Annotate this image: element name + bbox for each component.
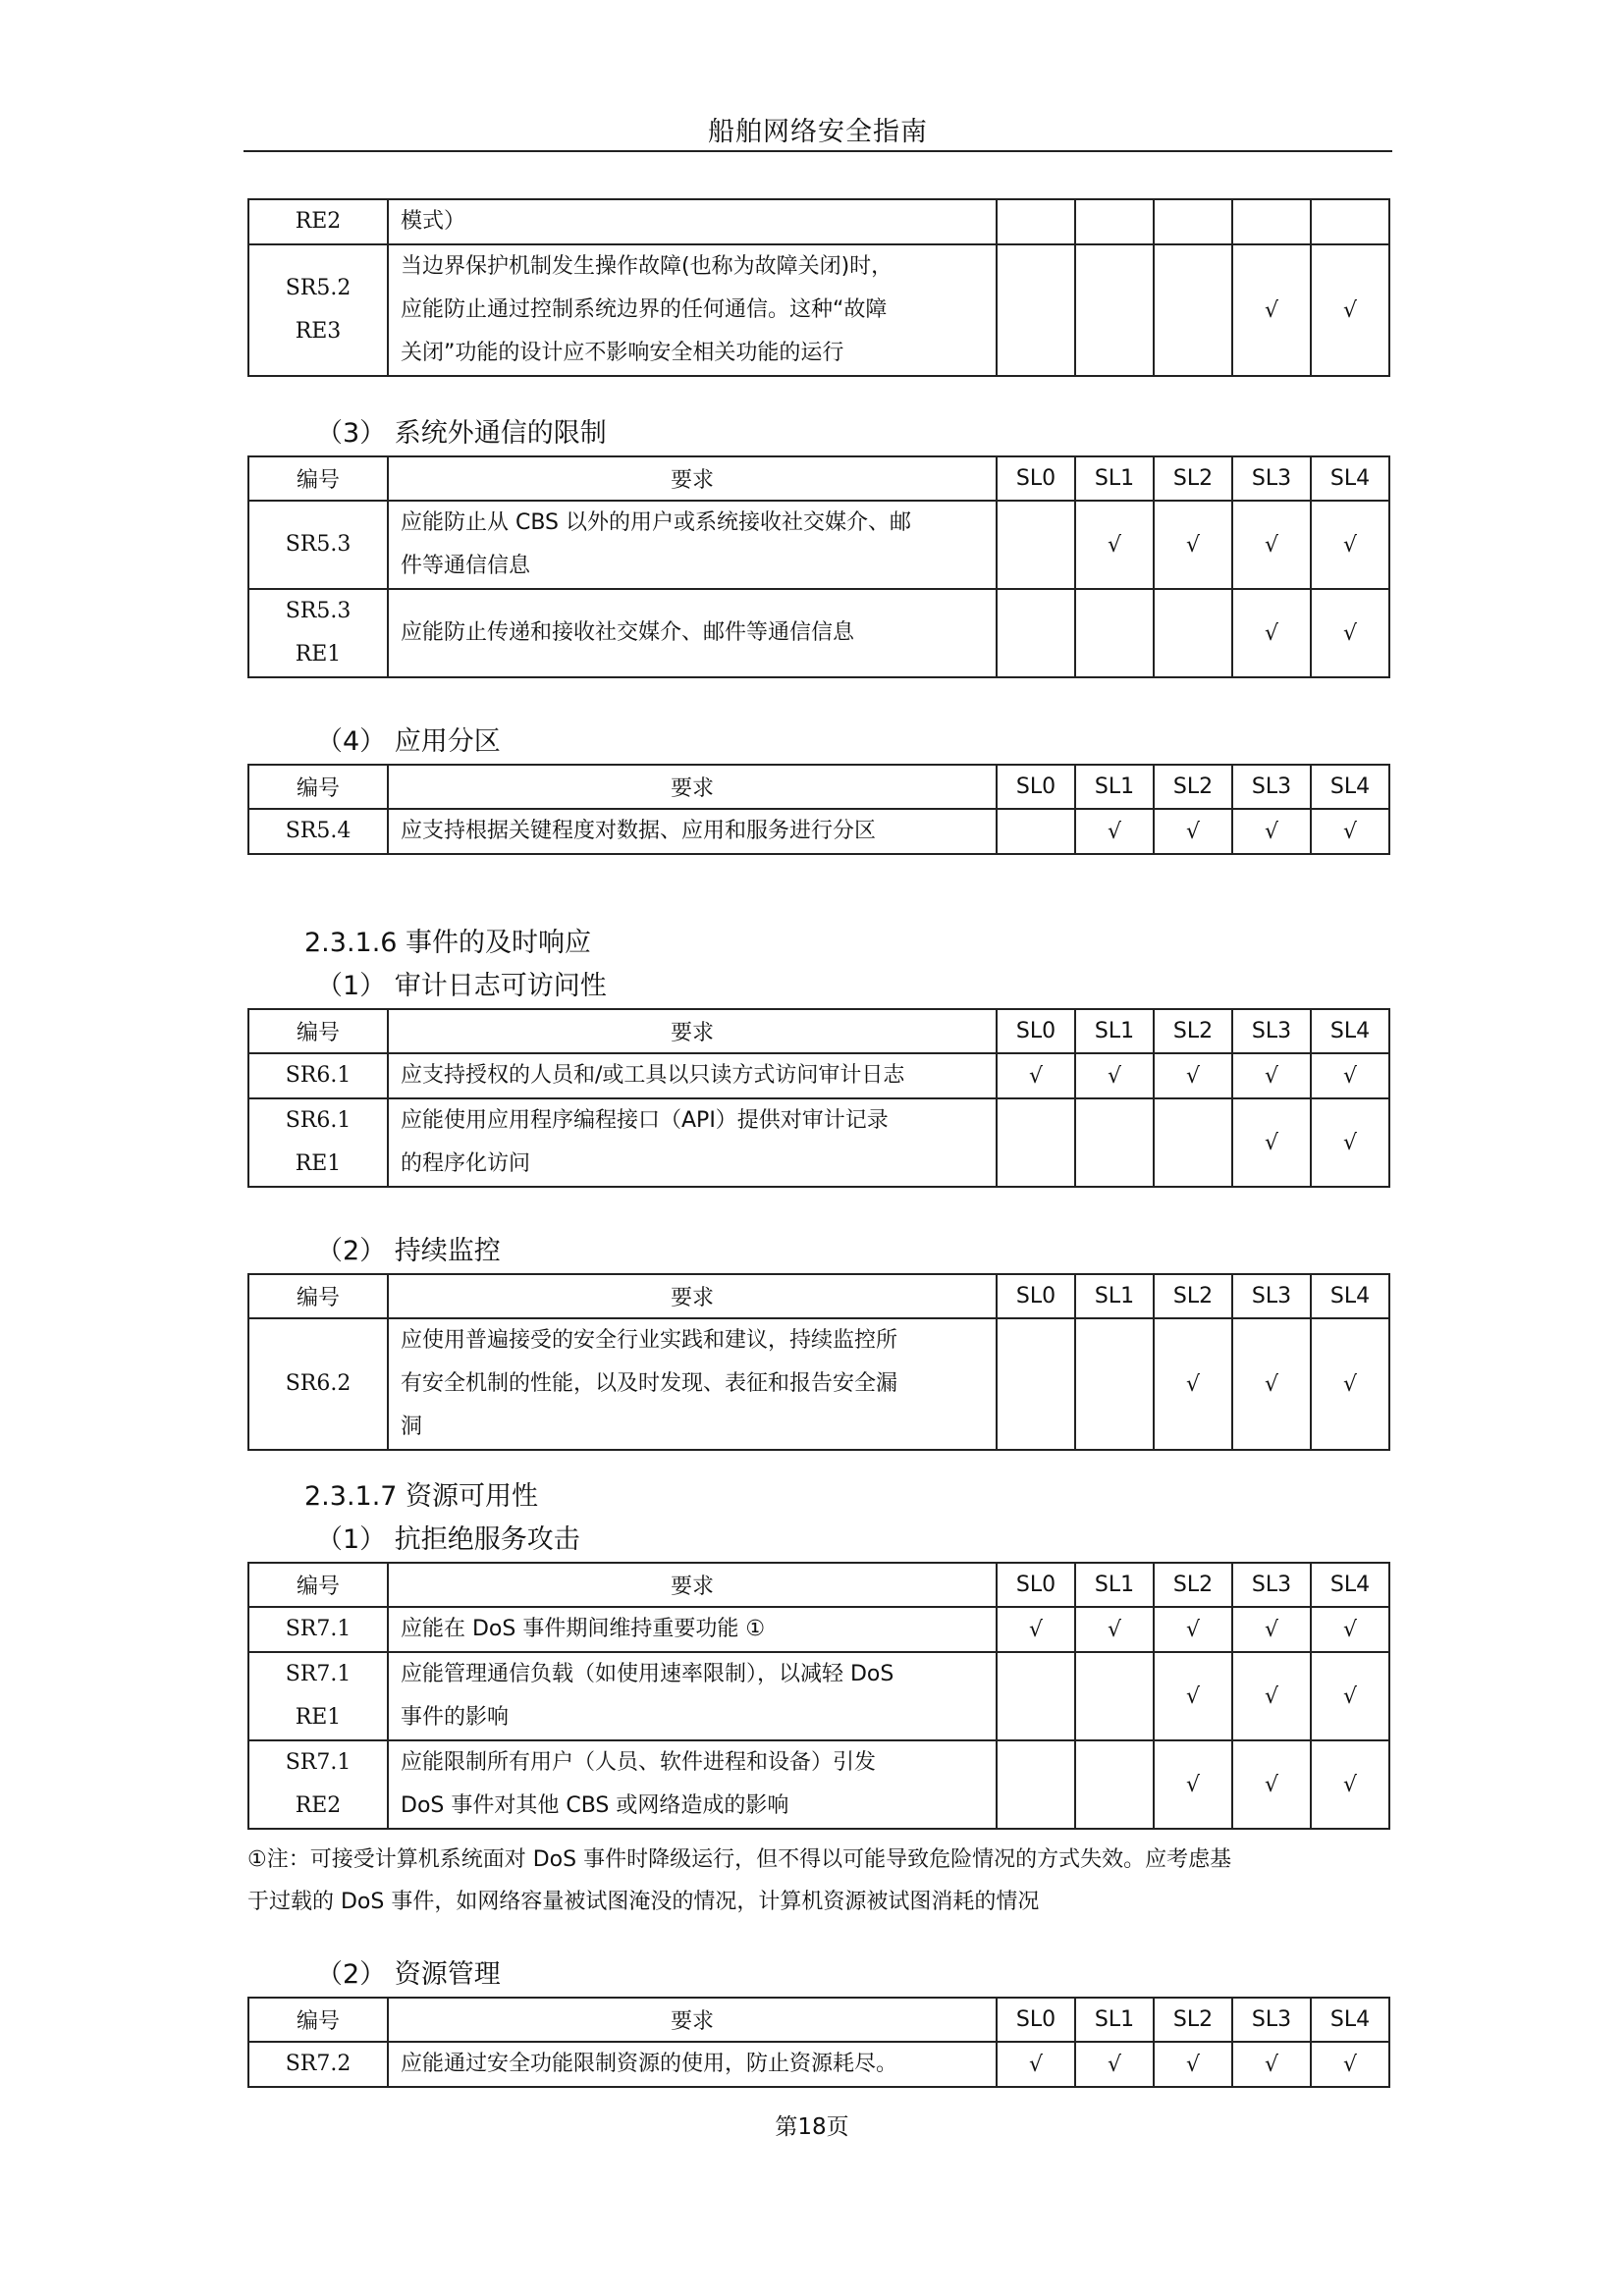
requirement-id-line: RE1 bbox=[295, 1705, 342, 1730]
table-row bbox=[248, 2042, 1389, 2087]
sl2-cell bbox=[1154, 589, 1232, 677]
column-header-sl0: SL0 bbox=[997, 1563, 1075, 1607]
requirement-text-line: 应支持授权的人员和/或工具以只读方式访问审计日志 bbox=[401, 1063, 905, 1088]
table-caption: （4） 应用分区 bbox=[316, 726, 501, 757]
column-header-sl1: SL1 bbox=[1075, 456, 1154, 501]
section-7-1 bbox=[247, 1519, 1390, 1830]
requirement-id bbox=[248, 199, 388, 244]
requirement-id-line: SR6.2 bbox=[285, 1371, 352, 1396]
column-header-sl4: SL4 bbox=[1311, 1009, 1389, 1053]
column-header-sl1: SL1 bbox=[1075, 1274, 1154, 1318]
requirement-id-line: SR6.1 bbox=[285, 1063, 352, 1088]
requirement-text-line: 有安全机制的性能，以及时发现、表征和报告安全漏 bbox=[401, 1371, 898, 1396]
column-header-sl2: SL2 bbox=[1154, 1009, 1232, 1053]
check-mark-icon: √ bbox=[1342, 1063, 1358, 1089]
requirement-id-line: SR7.1 bbox=[285, 1750, 352, 1775]
column-header-req: 要求 bbox=[388, 1274, 997, 1318]
column-header-sl2: SL2 bbox=[1154, 1998, 1232, 2042]
column-header-sl1: SL1 bbox=[1075, 1998, 1154, 2042]
requirements-table bbox=[247, 455, 1390, 678]
requirement-id-line: SR7.1 bbox=[285, 1662, 352, 1686]
sl0-cell bbox=[997, 809, 1075, 854]
requirements-table bbox=[247, 1997, 1390, 2088]
table-row bbox=[248, 1318, 1389, 1450]
requirement-text-line: 件等通信信息 bbox=[401, 554, 531, 578]
check-mark-icon: √ bbox=[1107, 532, 1122, 558]
column-header-req: 要求 bbox=[388, 1998, 997, 2042]
table-row bbox=[248, 244, 1389, 376]
check-mark-icon: √ bbox=[1342, 1617, 1358, 1642]
check-mark-icon: √ bbox=[1264, 620, 1279, 646]
table-row bbox=[248, 1053, 1389, 1098]
table-header-row bbox=[248, 765, 1389, 809]
column-header-sl3: SL3 bbox=[1232, 1998, 1311, 2042]
requirement-id bbox=[248, 244, 388, 376]
column-header-sl0: SL0 bbox=[997, 1998, 1075, 2042]
sl3-cell bbox=[1232, 1607, 1311, 1652]
requirement-id bbox=[248, 589, 388, 677]
section-heading: 2.3.1.7 资源可用性 bbox=[304, 1481, 539, 1512]
sl3-cell bbox=[1232, 1098, 1311, 1187]
check-mark-icon: √ bbox=[1185, 2052, 1201, 2077]
page-number: 第18页 bbox=[775, 2114, 849, 2140]
check-mark-icon: √ bbox=[1264, 1063, 1279, 1089]
requirement-id-line: RE1 bbox=[295, 1151, 342, 1176]
check-mark-icon: √ bbox=[1264, 1617, 1279, 1642]
table-row bbox=[248, 1098, 1389, 1187]
check-mark-icon: √ bbox=[1342, 297, 1358, 323]
requirement-id bbox=[248, 501, 388, 589]
column-header-req: 要求 bbox=[388, 1563, 997, 1607]
requirement-id bbox=[248, 1740, 388, 1829]
requirement-text bbox=[388, 199, 997, 244]
requirement-text bbox=[388, 1318, 997, 1450]
requirements-table bbox=[247, 198, 1390, 377]
requirement-id-line: SR5.3 bbox=[285, 599, 352, 623]
sl3-cell bbox=[1232, 809, 1311, 854]
sl1-cell bbox=[1075, 809, 1154, 854]
check-mark-icon: √ bbox=[1028, 2052, 1044, 2077]
check-mark-icon: √ bbox=[1342, 1130, 1358, 1155]
requirement-id-line: SR5.4 bbox=[285, 819, 352, 843]
sl4-cell bbox=[1311, 1607, 1389, 1652]
check-mark-icon: √ bbox=[1342, 1371, 1358, 1397]
sl1-cell bbox=[1075, 244, 1154, 376]
sl1-cell bbox=[1075, 1652, 1154, 1740]
requirement-text-line: 事件的影响 bbox=[401, 1705, 510, 1730]
sl3-cell bbox=[1232, 501, 1311, 589]
requirement-text bbox=[388, 2042, 997, 2087]
check-mark-icon: √ bbox=[1264, 532, 1279, 558]
sl2-cell bbox=[1154, 2042, 1232, 2087]
column-header-sl4: SL4 bbox=[1311, 456, 1389, 501]
check-mark-icon: √ bbox=[1028, 1617, 1044, 1642]
requirement-text-line: DoS 事件对其他 CBS 或网络造成的影响 bbox=[401, 1793, 789, 1818]
sl2-cell bbox=[1154, 501, 1232, 589]
requirement-id-line: RE2 bbox=[295, 1793, 342, 1818]
check-mark-icon: √ bbox=[1342, 819, 1358, 844]
sl4-cell bbox=[1311, 2042, 1389, 2087]
requirement-text-line: 洞 bbox=[401, 1415, 423, 1439]
column-header-id: 编号 bbox=[248, 1563, 388, 1607]
column-header-sl0: SL0 bbox=[997, 765, 1075, 809]
sl3-cell bbox=[1232, 2042, 1311, 2087]
table-caption: （2） 持续监控 bbox=[316, 1236, 501, 1266]
check-mark-icon: √ bbox=[1185, 819, 1201, 844]
requirement-text bbox=[388, 589, 997, 677]
requirement-id bbox=[248, 1098, 388, 1187]
column-header-sl4: SL4 bbox=[1311, 765, 1389, 809]
requirement-text-line: 应能通过安全功能限制资源的使用，防止资源耗尽。 bbox=[401, 2052, 898, 2076]
requirement-text-line: 应能限制所有用户（人员、软件进程和设备）引发 bbox=[401, 1750, 877, 1775]
check-mark-icon: √ bbox=[1264, 1683, 1279, 1709]
check-mark-icon: √ bbox=[1185, 532, 1201, 558]
sl2-cell bbox=[1154, 1098, 1232, 1187]
column-header-id: 编号 bbox=[248, 456, 388, 501]
sl4-cell bbox=[1311, 1098, 1389, 1187]
column-header-sl0: SL0 bbox=[997, 1009, 1075, 1053]
column-header-sl2: SL2 bbox=[1154, 456, 1232, 501]
sl0-cell bbox=[997, 199, 1075, 244]
requirement-text-line: 应能防止通过控制系统边界的任何通信。这种“故障 bbox=[401, 297, 888, 322]
sl3-cell bbox=[1232, 1318, 1311, 1450]
header-rule bbox=[244, 150, 1392, 152]
table-header-row bbox=[248, 1563, 1389, 1607]
table-header-row bbox=[248, 1274, 1389, 1318]
column-header-sl4: SL4 bbox=[1311, 1563, 1389, 1607]
table-caption: （3） 系统外通信的限制 bbox=[316, 418, 607, 449]
sl0-cell bbox=[997, 501, 1075, 589]
footnote-line: 于过载的 DoS 事件，如网络容量被试图淹没的情况，计算机资源被试图消耗的情况 bbox=[247, 1890, 1040, 1914]
sl1-cell bbox=[1075, 1740, 1154, 1829]
requirement-text bbox=[388, 1607, 997, 1652]
check-mark-icon: √ bbox=[1107, 1617, 1122, 1642]
sl2-cell bbox=[1154, 199, 1232, 244]
table-caption: （1） 抗拒绝服务攻击 bbox=[316, 1524, 580, 1555]
section-7-2 bbox=[247, 1953, 1390, 2088]
requirement-id bbox=[248, 1607, 388, 1652]
table-caption: （1） 审计日志可访问性 bbox=[316, 971, 607, 1001]
column-header-sl2: SL2 bbox=[1154, 765, 1232, 809]
running-header: 船舶网络安全指南 bbox=[708, 117, 928, 147]
check-mark-icon: √ bbox=[1185, 1371, 1201, 1397]
sl0-cell bbox=[997, 1740, 1075, 1829]
sl3-cell bbox=[1232, 589, 1311, 677]
heading-2-3-1-6 bbox=[247, 922, 1390, 965]
requirement-id bbox=[248, 1053, 388, 1098]
table-row bbox=[248, 1740, 1389, 1829]
column-header-sl1: SL1 bbox=[1075, 765, 1154, 809]
table-header-row bbox=[248, 1998, 1389, 2042]
requirement-text bbox=[388, 1740, 997, 1829]
requirement-text-line: 应能管理通信负载（如使用速率限制），以减轻 DoS bbox=[401, 1662, 894, 1686]
table-header-row bbox=[248, 456, 1389, 501]
check-mark-icon: √ bbox=[1264, 1371, 1279, 1397]
requirement-text bbox=[388, 501, 997, 589]
check-mark-icon: √ bbox=[1185, 1772, 1201, 1797]
sl4-cell bbox=[1311, 1652, 1389, 1740]
sl1-cell bbox=[1075, 1318, 1154, 1450]
requirement-text-line: 应支持根据关键程度对数据、应用和服务进行分区 bbox=[401, 819, 877, 843]
requirement-id bbox=[248, 809, 388, 854]
sl4-cell bbox=[1311, 501, 1389, 589]
requirement-text-line: 关闭”功能的设计应不影响安全相关功能的运行 bbox=[401, 341, 844, 365]
sl0-cell bbox=[997, 1607, 1075, 1652]
requirement-id bbox=[248, 2042, 388, 2087]
requirement-id bbox=[248, 1318, 388, 1450]
sl0-cell bbox=[997, 1652, 1075, 1740]
requirement-id bbox=[248, 1652, 388, 1740]
sl3-cell bbox=[1232, 199, 1311, 244]
requirement-text-line: 应能防止从 CBS 以外的用户或系统接收社交媒介、邮 bbox=[401, 510, 912, 535]
requirement-text-line: 应能使用应用程序编程接口（API）提供对审计记录 bbox=[401, 1108, 889, 1133]
sl2-cell bbox=[1154, 1652, 1232, 1740]
sl0-cell bbox=[997, 589, 1075, 677]
column-header-sl3: SL3 bbox=[1232, 456, 1311, 501]
check-mark-icon: √ bbox=[1342, 1772, 1358, 1797]
sl1-cell bbox=[1075, 589, 1154, 677]
footnote bbox=[247, 1839, 1390, 1923]
requirements-table bbox=[247, 1008, 1390, 1188]
table-row bbox=[248, 589, 1389, 677]
column-header-sl2: SL2 bbox=[1154, 1563, 1232, 1607]
requirement-id-line: SR7.2 bbox=[285, 2052, 352, 2076]
check-mark-icon: √ bbox=[1107, 2052, 1122, 2077]
table-continued bbox=[247, 198, 1390, 377]
column-header-id: 编号 bbox=[248, 1274, 388, 1318]
column-header-sl3: SL3 bbox=[1232, 765, 1311, 809]
requirement-id-line: RE2 bbox=[295, 209, 342, 234]
check-mark-icon: √ bbox=[1107, 1063, 1122, 1089]
check-mark-icon: √ bbox=[1264, 819, 1279, 844]
check-mark-icon: √ bbox=[1107, 819, 1122, 844]
requirement-text bbox=[388, 1053, 997, 1098]
check-mark-icon: √ bbox=[1264, 297, 1279, 323]
requirement-id-line: SR5.3 bbox=[285, 532, 352, 557]
sl1-cell bbox=[1075, 501, 1154, 589]
column-header-sl4: SL4 bbox=[1311, 1274, 1389, 1318]
column-header-sl1: SL1 bbox=[1075, 1563, 1154, 1607]
sl0-cell bbox=[997, 244, 1075, 376]
footnote-line: ①注：可接受计算机系统面对 DoS 事件时降级运行，但不得以可能导致危险情况的方式失效。应考虑基 bbox=[247, 1847, 1232, 1872]
check-mark-icon: √ bbox=[1264, 1130, 1279, 1155]
requirement-id-line: SR5.2 bbox=[285, 276, 352, 300]
table-row bbox=[248, 501, 1389, 589]
requirements-table bbox=[247, 764, 1390, 855]
check-mark-icon: √ bbox=[1185, 1683, 1201, 1709]
sl3-cell bbox=[1232, 1740, 1311, 1829]
heading-2-3-1-7 bbox=[247, 1475, 1390, 1519]
sl3-cell bbox=[1232, 244, 1311, 376]
requirement-text-line: 的程序化访问 bbox=[401, 1151, 531, 1176]
sl2-cell bbox=[1154, 1607, 1232, 1652]
sl2-cell bbox=[1154, 1740, 1232, 1829]
requirement-text bbox=[388, 244, 997, 376]
section-6-2 bbox=[247, 1230, 1390, 1451]
requirement-id-line: RE3 bbox=[295, 319, 342, 344]
sl1-cell bbox=[1075, 1053, 1154, 1098]
requirements-table bbox=[247, 1273, 1390, 1451]
sl1-cell bbox=[1075, 2042, 1154, 2087]
sl4-cell bbox=[1311, 244, 1389, 376]
sl0-cell bbox=[997, 2042, 1075, 2087]
column-header-sl3: SL3 bbox=[1232, 1009, 1311, 1053]
sl0-cell bbox=[997, 1098, 1075, 1187]
sl2-cell bbox=[1154, 809, 1232, 854]
sl0-cell bbox=[997, 1318, 1075, 1450]
sl3-cell bbox=[1232, 1652, 1311, 1740]
sl1-cell bbox=[1075, 199, 1154, 244]
sl2-cell bbox=[1154, 1318, 1232, 1450]
check-mark-icon: √ bbox=[1264, 2052, 1279, 2077]
table-caption: （2） 资源管理 bbox=[316, 1959, 501, 1990]
requirement-id-line: SR7.1 bbox=[285, 1617, 352, 1641]
table-header-row bbox=[248, 1009, 1389, 1053]
column-header-req: 要求 bbox=[388, 765, 997, 809]
column-header-sl0: SL0 bbox=[997, 1274, 1075, 1318]
sl4-cell bbox=[1311, 589, 1389, 677]
requirement-text bbox=[388, 809, 997, 854]
table-row bbox=[248, 199, 1389, 244]
requirement-text bbox=[388, 1652, 997, 1740]
sl4-cell bbox=[1311, 1053, 1389, 1098]
section-6-1 bbox=[247, 965, 1390, 1188]
column-header-sl3: SL3 bbox=[1232, 1274, 1311, 1318]
check-mark-icon: √ bbox=[1264, 1772, 1279, 1797]
sl3-cell bbox=[1232, 1053, 1311, 1098]
column-header-sl1: SL1 bbox=[1075, 1009, 1154, 1053]
check-mark-icon: √ bbox=[1342, 2052, 1358, 2077]
sl4-cell bbox=[1311, 1318, 1389, 1450]
column-header-sl2: SL2 bbox=[1154, 1274, 1232, 1318]
table-row bbox=[248, 809, 1389, 854]
column-header-sl3: SL3 bbox=[1232, 1563, 1311, 1607]
sl2-cell bbox=[1154, 244, 1232, 376]
section-5-3 bbox=[247, 412, 1390, 678]
column-header-sl0: SL0 bbox=[997, 456, 1075, 501]
section-heading: 2.3.1.6 事件的及时响应 bbox=[304, 928, 592, 958]
check-mark-icon: √ bbox=[1185, 1617, 1201, 1642]
column-header-req: 要求 bbox=[388, 1009, 997, 1053]
requirement-text-line: 应能在 DoS 事件期间维持重要功能 ① bbox=[401, 1617, 766, 1641]
sl4-cell bbox=[1311, 199, 1389, 244]
sl1-cell bbox=[1075, 1607, 1154, 1652]
sl4-cell bbox=[1311, 1740, 1389, 1829]
table-row bbox=[248, 1607, 1389, 1652]
check-mark-icon: √ bbox=[1028, 1063, 1044, 1089]
sl0-cell bbox=[997, 1053, 1075, 1098]
requirement-id-line: RE1 bbox=[295, 642, 342, 667]
column-header-sl4: SL4 bbox=[1311, 1998, 1389, 2042]
column-header-req: 要求 bbox=[388, 456, 997, 501]
column-header-id: 编号 bbox=[248, 1009, 388, 1053]
column-header-id: 编号 bbox=[248, 1998, 388, 2042]
check-mark-icon: √ bbox=[1342, 1683, 1358, 1709]
requirement-text bbox=[388, 1098, 997, 1187]
requirement-text-line: 应使用普遍接受的安全行业实践和建议，持续监控所 bbox=[401, 1328, 898, 1353]
sl2-cell bbox=[1154, 1053, 1232, 1098]
requirement-id-line: SR6.1 bbox=[285, 1108, 352, 1133]
check-mark-icon: √ bbox=[1342, 620, 1358, 646]
table-row bbox=[248, 1652, 1389, 1740]
requirement-text-line: 应能防止传递和接收社交媒介、邮件等通信信息 bbox=[401, 620, 855, 645]
sl4-cell bbox=[1311, 809, 1389, 854]
requirements-table bbox=[247, 1562, 1390, 1830]
sl1-cell bbox=[1075, 1098, 1154, 1187]
column-header-id: 编号 bbox=[248, 765, 388, 809]
requirement-text-line: 当边界保护机制发生操作故障(也称为故障关闭)时， bbox=[401, 254, 893, 279]
requirement-text-line: 模式） bbox=[401, 209, 466, 234]
check-mark-icon: √ bbox=[1185, 1063, 1201, 1089]
section-5-4 bbox=[247, 721, 1390, 855]
check-mark-icon: √ bbox=[1342, 532, 1358, 558]
